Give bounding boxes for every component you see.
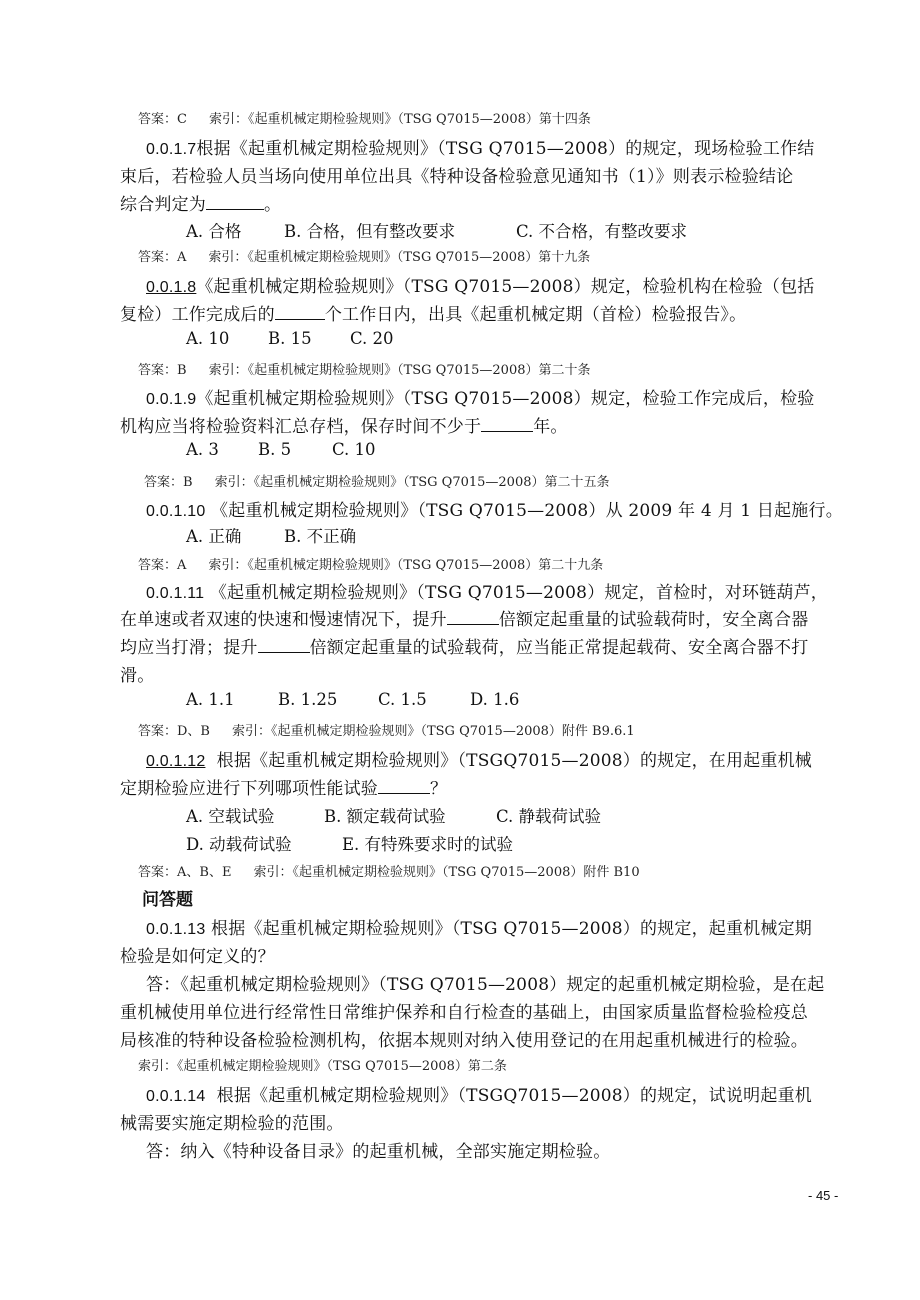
question-text-line: 械需要实施定期检验的范围。	[120, 1114, 344, 1134]
question-text-line: 束后，若检验人员当场向使用单位出具《特种设备检验意见通知书（1）》则表示检验结论	[120, 167, 794, 187]
answer-line: 答案：B 索引：《起重机械定期检验规则》（TSG Q7015—2008）第二十条	[138, 363, 591, 378]
question-0-0-1-11: 0.0.1.11 《起重机械定期检验规则》（TSG Q7015—2008）规定，首检时，对环链葫芦，	[146, 583, 828, 603]
question-text-line: 综合判定为 。	[120, 195, 282, 215]
question-text-line: 复检）工作完成后的 个工作日内，出具《起重机械定期（首检）检验报告》。	[120, 305, 747, 325]
options-line: A. 10 B. 15 C. 20	[186, 329, 394, 348]
answer-blank	[258, 638, 310, 653]
answer-line: 答案：A 索引：《起重机械定期检验规则》（TSG Q7015—2008）第十九条	[138, 250, 591, 265]
question-text-line: 定期检验应进行下列哪项性能试验 ？	[120, 779, 448, 799]
question-text-line: 检验是如何定义的？	[120, 947, 275, 967]
answer-paragraph-line: 答：纳入《特种设备目录》的起重机械，全部实施定期检验。	[146, 1142, 611, 1162]
options-line: A. 1.1 B. 1.25 C. 1.5 D. 1.6	[186, 690, 520, 709]
answer-paragraph-line: 重机械使用单位进行经常性日常维护保养和自行检查的基础上，由国家质量监督检验检疫总	[120, 1003, 808, 1023]
options-line: D. 动载荷试验 E. 有特殊要求时的试验	[186, 835, 514, 854]
answer-blank	[206, 195, 264, 210]
answer-line: 答案：A 索引：《起重机械定期检验规则》（TSG Q7015—2008）第二十九条	[138, 558, 604, 573]
question-0-0-1-8: 0.0.1.8《起重机械定期检验规则》（TSG Q7015—2008）规定，检验机构在检验（包括	[146, 277, 815, 297]
answer-line: 答案：A、B、E 索引：《起重机械定期检验规则》（TSG Q7015—2008）附件 B10	[138, 865, 640, 880]
question-0-0-1-12: 0.0.1.12 根据《起重机械定期检验规则》（TSGQ7015—2008）的规定，在用起重机械	[146, 751, 812, 771]
answer-paragraph-line: 局核准的特种设备检验检测机构，依据本规则对纳入使用登记的在用起重机械进行的检验。	[120, 1031, 808, 1051]
question-text-line: 机构应当将检验资料汇总存档，保存时间不少于 年。	[120, 417, 568, 437]
answer-line: 答案：C 索引：《起重机械定期检验规则》（TSG Q7015—2008）第十四条	[138, 112, 591, 127]
answer-blank	[275, 305, 325, 320]
answer-blank	[481, 417, 533, 432]
answer-line: 答案：D、B 索引：《起重机械定期检验规则》（TSG Q7015—2008）附件 B9.6.1	[138, 724, 635, 739]
answer-blank	[447, 610, 499, 625]
question-0-0-1-14: 0.0.1.14 根据《起重机械定期检验规则》（TSGQ7015—2008）的规定，试说明起重机	[146, 1086, 812, 1106]
answer-blank	[378, 779, 430, 794]
question-text-line: 滑。	[120, 666, 155, 686]
options-line: A. 3 B. 5 C. 10	[186, 440, 376, 459]
question-0-0-1-9: 0.0.1.9《起重机械定期检验规则》（TSG Q7015—2008）规定，检验工作完成后，检验	[146, 389, 815, 409]
question-0-0-1-10: 0.0.1.10 《起重机械定期检验规则》（TSG Q7015—2008）从 2009 年 4 月 1 日起施行。	[146, 501, 843, 521]
options-line: A. 空载试验 B. 额定载荷试验 C. 静载荷试验	[186, 807, 602, 826]
question-0-0-1-7: 0.0.1.7根据《起重机械定期检验规则》（TSG Q7015—2008）的规定，现场检验工作结	[146, 139, 815, 159]
page-number: - 45 -	[808, 1188, 839, 1203]
question-0-0-1-13: 0.0.1.13 根据《起重机械定期检验规则》（TSG Q7015—2008）的规定，起重机械定期	[146, 919, 812, 939]
answer-line: 答案：B 索引：《起重机械定期检验规则》（TSG Q7015—2008）第二十五条	[144, 475, 610, 490]
options-line: A. 正确 B. 不正确	[186, 527, 357, 546]
question-text-line: 均应当打滑；提升 倍额定起重量的试验载荷，应当能正常提起载荷、安全离合器不打	[120, 638, 809, 658]
index-line: 索引：《起重机械定期检验规则》（TSG Q7015—2008）第二条	[138, 1059, 507, 1074]
section-heading: 问答题	[142, 890, 193, 909]
answer-paragraph-line: 答：《起重机械定期检验规则》（TSG Q7015—2008）规定的起重机械定期检验，是在起	[146, 975, 825, 995]
options-line: A. 合格 B. 合格，但有整改要求 C. 不合格，有整改要求	[186, 222, 688, 241]
question-text-line: 在单速或者双速的快速和慢速情况下，提升 倍额定起重量的试验载荷时，安全离合器	[120, 610, 809, 630]
